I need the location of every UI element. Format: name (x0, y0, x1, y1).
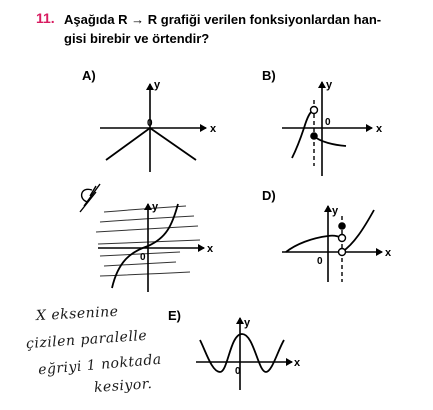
graph-e-y-label: y (244, 317, 251, 329)
graph-a-y-label: y (154, 79, 161, 91)
graph-d (282, 205, 392, 282)
graph-c-x-label: x (207, 243, 214, 255)
graph-e-origin-label: 0 (235, 366, 241, 377)
graph-d-curve-right (342, 210, 374, 252)
graph-d-open-point-upper (339, 235, 346, 242)
question-text-line-2: gisi birebir ve örtendir? (64, 31, 210, 46)
graph-a (100, 79, 217, 172)
option-a-label: A) (82, 68, 96, 83)
graph-e-x-label: x (294, 357, 301, 369)
handwriting-line-3: eğriyi 1 noktada (37, 351, 163, 379)
graph-c (80, 184, 214, 292)
handwriting-line-2: çizilen paralelle (25, 327, 148, 353)
graph-a-origin-label: 0 (147, 118, 153, 129)
graph-a-curve (106, 128, 196, 160)
handwriting-line-1: X eksenine (35, 303, 119, 325)
graph-c-y-label: y (152, 201, 159, 213)
graph-d-origin-label: 0 (317, 256, 323, 267)
question-number: 11. (36, 10, 55, 26)
graph-a-x-label: x (210, 123, 217, 135)
graph-b-curve-left (292, 110, 314, 158)
graph-b-x-label: x (376, 123, 383, 135)
graph-b-y-label: y (326, 79, 333, 91)
graph-d-y-label: y (332, 205, 339, 217)
handwriting-line-4: kesiyor. (93, 375, 153, 397)
option-e-label: E) (168, 308, 181, 323)
graph-c-origin-label: 0 (140, 252, 146, 263)
graph-b-filled-point (310, 132, 318, 140)
graph-b-open-point (311, 107, 318, 114)
graph-e-curve (200, 334, 284, 372)
graph-d-open-point-lower (339, 249, 346, 256)
graph-d-curve-left (286, 236, 342, 252)
option-d-label: D) (262, 188, 276, 203)
graph-e (196, 317, 301, 390)
graph-b-curve-right (314, 136, 346, 146)
graph-b (282, 79, 383, 176)
graph-c-crossed-label-mark (80, 184, 100, 212)
graph-b-origin-label: 0 (325, 117, 331, 128)
graph-d-filled-point (338, 222, 346, 230)
graph-d-x-label: x (385, 247, 392, 259)
option-b-label: B) (262, 68, 276, 83)
question-text-line-1: Aşağıda R → R grafiği verilen fonksiyonlardan han- (64, 12, 382, 27)
